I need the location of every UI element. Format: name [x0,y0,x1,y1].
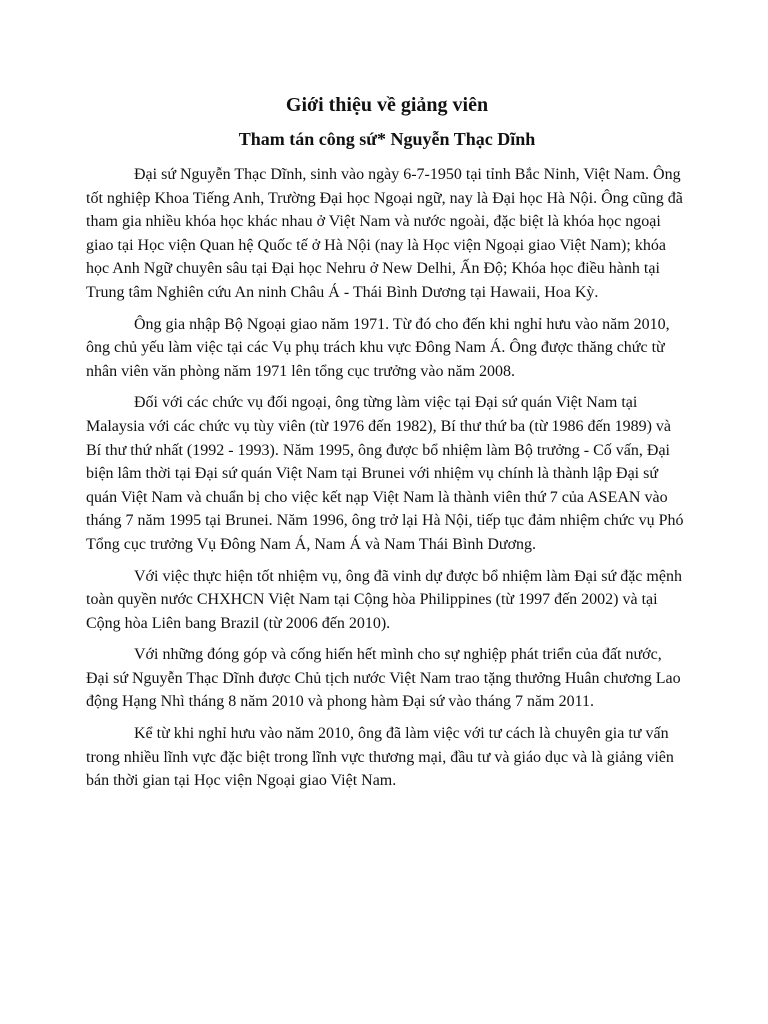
page-subtitle: Tham tán công sứ* Nguyễn Thạc Dĩnh [238,129,536,149]
paragraph-foreign-posts: Đối với các chức vụ đối ngoại, ông từng làm việc tại Đại sứ quán Việt Nam tại Malaysia với các chức vụ tùy viên (từ 1976 đến 1982), Bí thư thứ ba (từ 1986 đến 1989) và Bí thư thứ nhất (1992 - 1993). Năm 1995, ông được bổ nhiệm làm Bộ trưởng - Cố vấn, Đại biện lâm thời tại Đại sứ quán Việt Nam tại Brunei với nhiệm vụ chính là thành lập Đại sứ quán Việt Nam và chuẩn bị cho việc kết nạp Việt Nam là thành viên thứ 7 của ASEAN vào tháng 7 năm 1995 tại Brunei. Năm 1996, ông trở lại Hà Nội, tiếp tục đảm nhiệm chức vụ Phó Tổng cục trưởng Vụ Đông Nam Á, Nam Á và Nam Thái Bình Dương. [86,394,684,553]
paragraph-retirement: Kể từ khi nghỉ hưu vào năm 2010, ông đã làm việc với tư cách là chuyên gia tư vấn trong nhiều lĩnh vực đặc biệt trong lĩnh vực thương mại, đầu tư và giáo dục và là giảng viên bán thời gian tại Học viện Ngoại giao Việt Nam. [86,725,674,790]
paragraph-education: Đại sứ Nguyễn Thạc Dĩnh, sinh vào ngày 6-7-1950 tại tỉnh Bắc Ninh, Việt Nam. Ông tốt nghiệp Khoa Tiếng Anh, Trường Đại học Ngoại ngữ, nay là Đại học Hà Nội. Ông cũng đã tham gia nhiều khóa học khác nhau ở Việt Nam và nước ngoài, đặc biệt là khóa học ngoại giao tại Học viện Quan hệ Quốc tế ở Hà Nội (nay là Học viện Ngoại giao Việt Nam); khóa học Anh Ngữ chuyên sâu tại Đại học Nehru ở New Delhi, Ấn Độ; Khóa học điều hành tại Trung tâm Nghiên cứu An ninh Châu Á - Thái Bình Dương tại Hawaii, Hoa Kỳ. [86,166,683,301]
page-title: Giới thiệu về giảng viên [285,94,489,116]
paragraph-ambassadorships: Với việc thực hiện tốt nhiệm vụ, ông đã vinh dự được bổ nhiệm làm Đại sứ đặc mệnh toàn quyền nước CHXHCN Việt Nam tại Cộng hòa Philippines (từ 1997 đến 2002) và tại Cộng hòa Liên bang Brazil (từ 2006 đến 2010). [86,567,682,632]
paragraph-awards: Với những đóng góp và cống hiến hết mình cho sự nghiệp phát triển của đất nước, Đại sứ Nguyễn Thạc Dĩnh được Chủ tịch nước Việt Nam trao tặng thưởng Huân chương Lao động Hạng Nhì tháng 8 năm 2010 và phong hàm Đại sứ vào tháng 7 năm 2011. [86,646,681,711]
paragraph-ministry-career: Ông gia nhập Bộ Ngoại giao năm 1971. Từ đó cho đến khi nghỉ hưu vào năm 2010, ông chủ yếu làm việc tại các Vụ phụ trách khu vực Đông Nam Á. Ông được thăng chức từ nhân viên văn phòng năm 1971 lên tổng cục trưởng vào năm 2008. [86,315,670,380]
